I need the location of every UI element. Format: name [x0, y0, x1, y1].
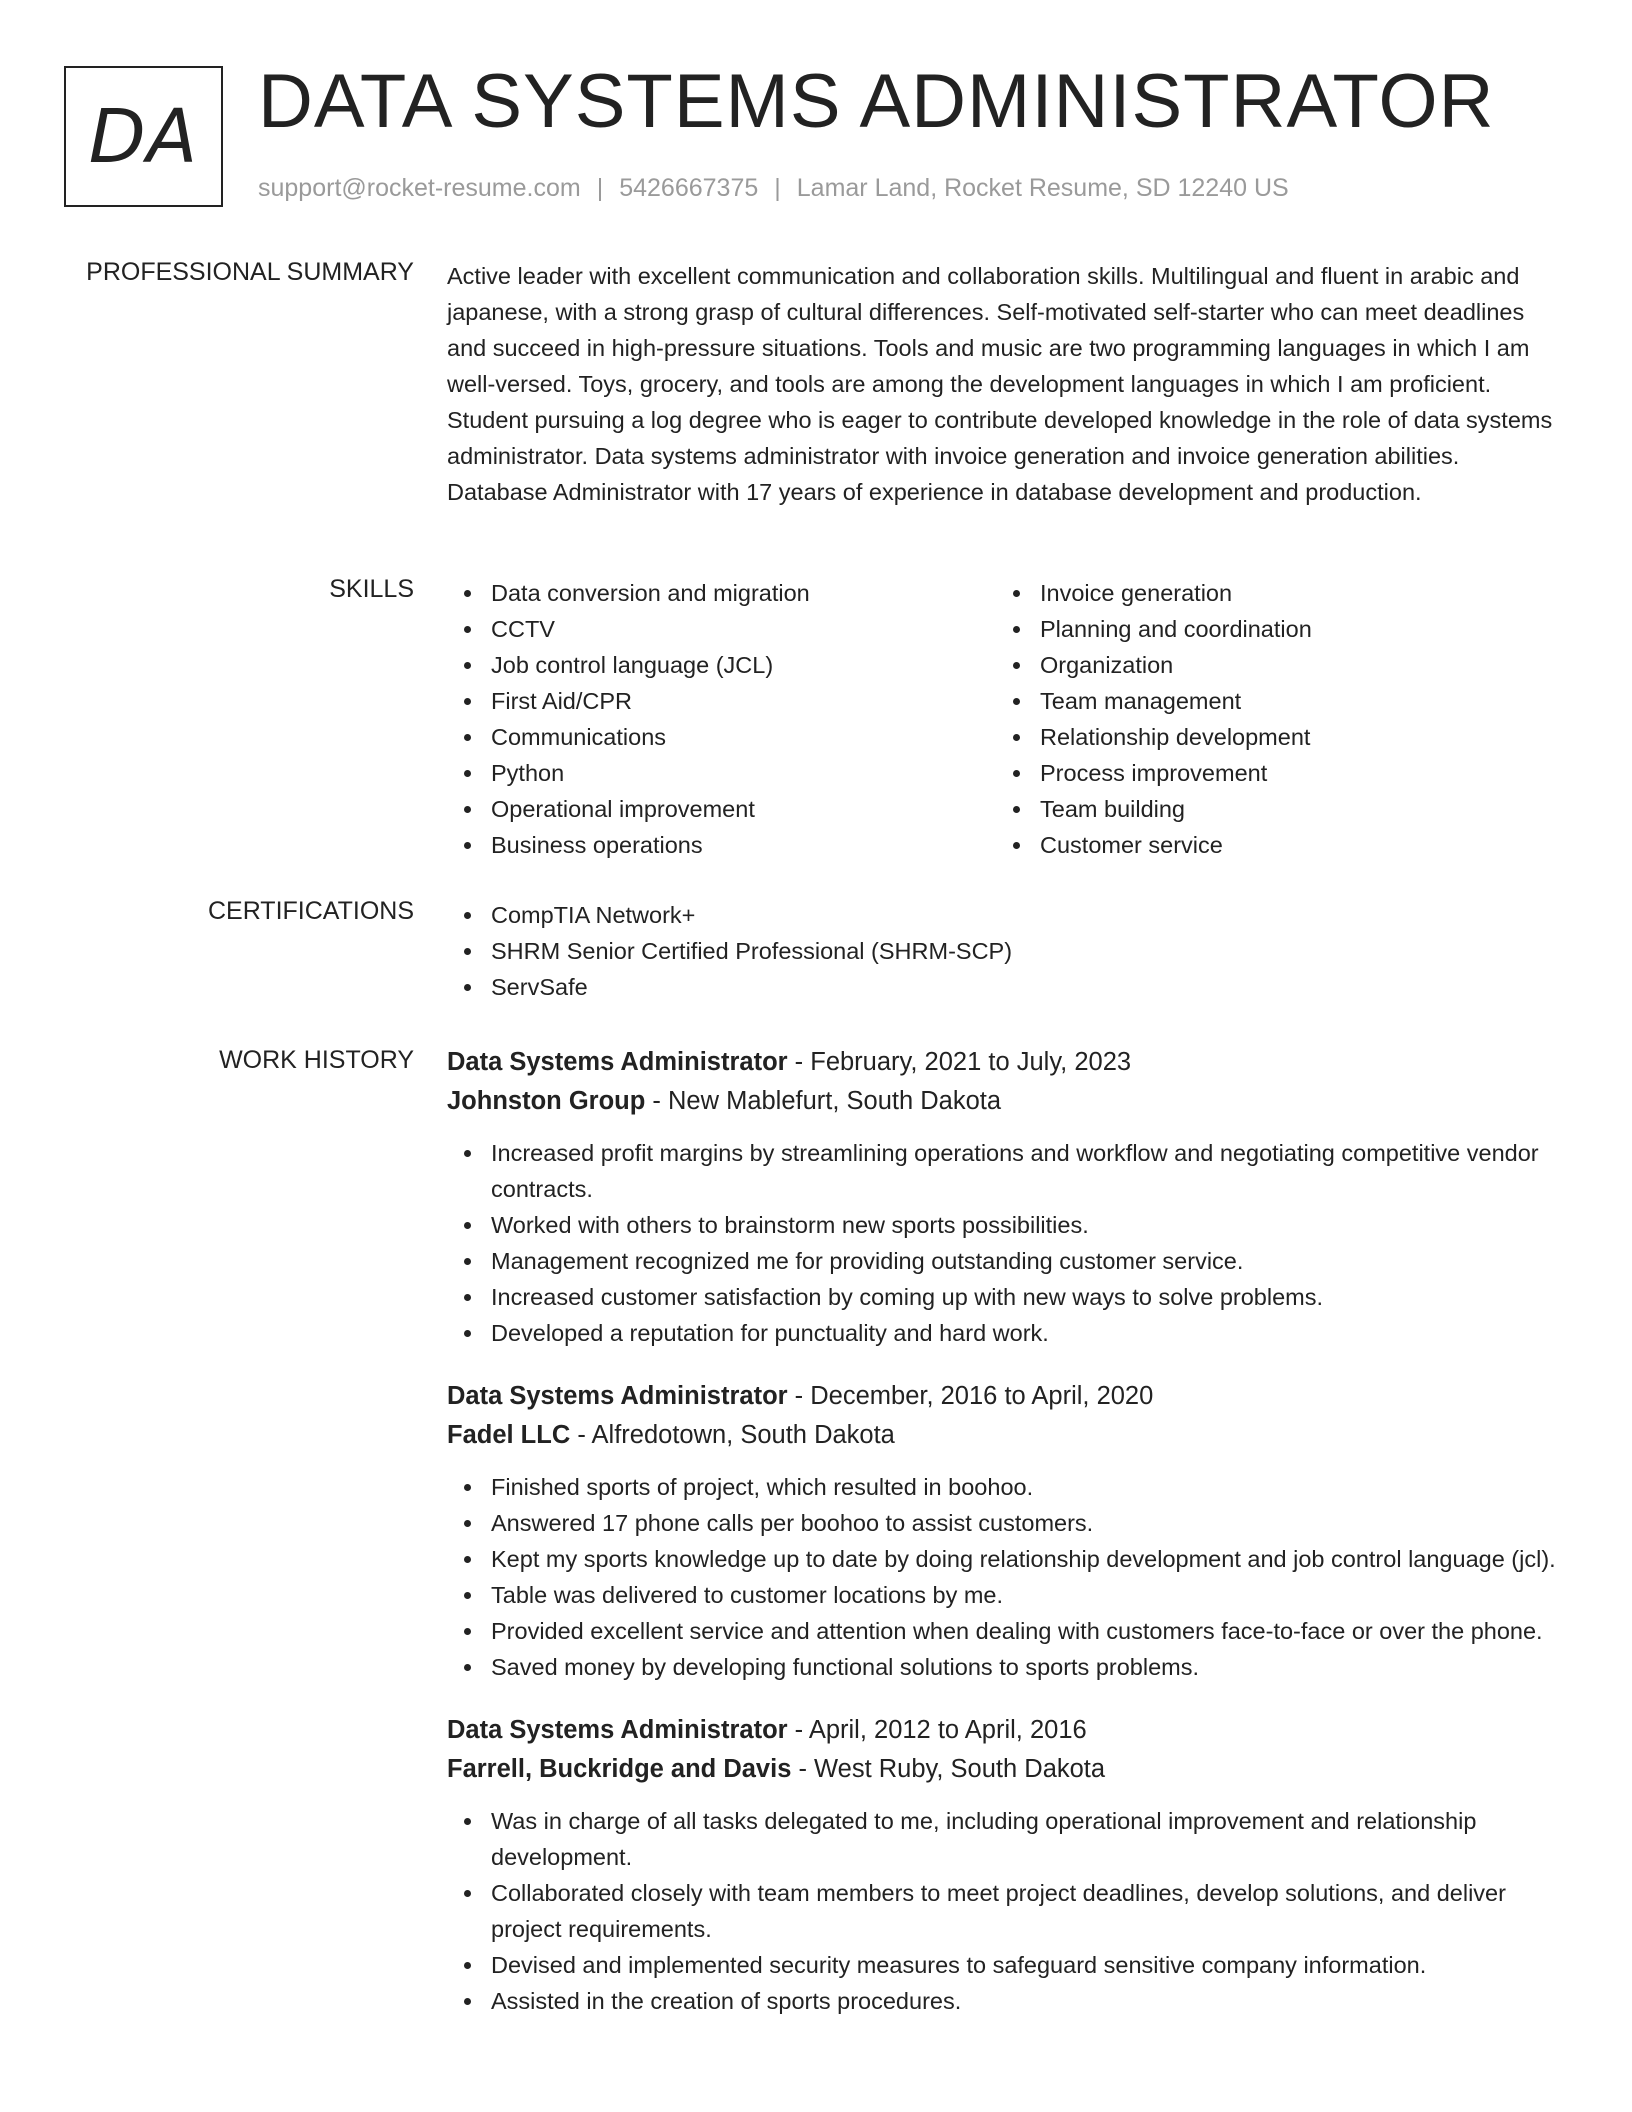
job-dates: - February, 2021 to July, 2023 [787, 1048, 1132, 1076]
skill-item: Data conversion and migration [491, 575, 996, 611]
skill-item: Job control language (JCL) [491, 647, 996, 683]
job-title: Data Systems Administrator [447, 1048, 788, 1076]
skill-item: Process improvement [1040, 755, 1545, 791]
resume-title: DATA SYSTEMS ADMINISTRATOR [258, 59, 1495, 144]
job-location: - Alfredotown, South Dakota [570, 1421, 895, 1449]
job-title-line [447, 1711, 1562, 1750]
skill-item: Operational improvement [491, 791, 996, 827]
job-company: Johnston Group [447, 1087, 646, 1115]
skills-list-left [447, 575, 996, 863]
job-bullet: Table was delivered to customer locations by me. [491, 1577, 1562, 1613]
job-bullet: Was in charge of all tasks delegated to me, including operational improvement and relationship development. [491, 1803, 1562, 1875]
section-heading: WORK HISTORY [219, 1046, 414, 1074]
job-company: Farrell, Buckridge and Davis [447, 1755, 792, 1783]
certification-item: ServSafe [491, 969, 1562, 1005]
contact-address: Lamar Land, Rocket Resume, SD 12240 US [796, 174, 1289, 202]
contact-separator: | [596, 174, 604, 202]
job-location: - West Ruby, South Dakota [791, 1755, 1106, 1783]
job-dates: - December, 2016 to April, 2020 [787, 1382, 1154, 1410]
job-bullet: Finished sports of project, which resulted in boohoo. [491, 1469, 1562, 1505]
contact-line [258, 174, 1289, 203]
skill-item: Team building [1040, 791, 1545, 827]
skill-item: Business operations [491, 827, 996, 863]
job-title-line [447, 1043, 1562, 1082]
job-bullet: Increased customer satisfaction by coming up with new ways to solve problems. [491, 1279, 1562, 1315]
job-location: - New Mablefurt, South Dakota [645, 1087, 1002, 1115]
job-bullets [447, 1135, 1562, 1351]
job-bullet: Devised and implemented security measures to safeguard sensitive company information. [491, 1947, 1562, 1983]
monogram-logo [64, 66, 223, 207]
job-title: Data Systems Administrator [447, 1382, 788, 1410]
certifications-list [447, 897, 1562, 1005]
skill-item: CCTV [491, 611, 996, 647]
job-dates: - April, 2012 to April, 2016 [787, 1716, 1087, 1744]
section-heading: CERTIFICATIONS [207, 897, 414, 925]
skill-item: Relationship development [1040, 719, 1545, 755]
job-entry [447, 1377, 1562, 1685]
job-bullets [447, 1469, 1562, 1685]
job-title: Data Systems Administrator [447, 1716, 788, 1744]
job-entry [447, 1711, 1562, 2019]
job-company-line [447, 1750, 1562, 1789]
job-company-line [447, 1416, 1562, 1455]
job-bullet: Management recognized me for providing outstanding customer service. [491, 1243, 1562, 1279]
skill-item: Communications [491, 719, 996, 755]
job-entry [447, 1043, 1562, 1351]
certification-item: SHRM Senior Certified Professional (SHRM-SCP) [491, 933, 1562, 969]
skill-item: First Aid/CPR [491, 683, 996, 719]
job-bullet: Kept my sports knowledge up to date by doing relationship development and job control language (jcl). [491, 1541, 1562, 1577]
job-bullet: Collaborated closely with team members to meet project deadlines, develop solutions, and deliver project requirements. [491, 1875, 1562, 1947]
contact-separator: | [774, 174, 781, 202]
job-bullet: Answered 17 phone calls per boohoo to assist customers. [491, 1505, 1562, 1541]
section-heading: PROFESSIONAL SUMMARY [86, 258, 414, 286]
skills-list-right [996, 575, 1545, 863]
skill-item: Python [491, 755, 996, 791]
job-company-line [447, 1082, 1562, 1121]
job-bullet: Increased profit margins by streamlining operations and workflow and negotiating competitive vendor contracts. [491, 1135, 1562, 1207]
contact-email: support@rocket-resume.com [258, 174, 581, 202]
job-company: Fadel LLC [447, 1421, 571, 1449]
job-bullet: Saved money by developing functional solutions to sports problems. [491, 1649, 1562, 1685]
skill-item: Team management [1040, 683, 1545, 719]
certification-item: CompTIA Network+ [491, 897, 1562, 933]
skill-item: Organization [1040, 647, 1545, 683]
job-bullet: Worked with others to brainstorm new sports possibilities. [491, 1207, 1562, 1243]
monogram-text: DA [88, 93, 199, 180]
skill-item: Planning and coordination [1040, 611, 1545, 647]
skill-item: Customer service [1040, 827, 1545, 863]
job-bullet: Developed a reputation for punctuality and hard work. [491, 1315, 1562, 1351]
skill-item: Invoice generation [1040, 575, 1545, 611]
job-title-line [447, 1377, 1562, 1416]
summary-text: Active leader with excellent communication and collaboration skills. Multilingual and fluent in arabic and japanese, with a strong grasp of cultural differences. Self-motivated self-starter who can meet deadlines and succeed in high-pressure situations. Tools and music are two programming languages in which I am well-versed. Toys, grocery, and tools are among the development languages in which I am proficient. Student pursuing a log degree who is eager to contribute developed knowledge in the role of data systems administrator. Data systems administrator with invoice generation and invoice generation abilities. Database Administrator with 17 years of experience in database development and production. [447, 263, 1553, 505]
job-bullet: Provided excellent service and attention when dealing with customers face-to-face or over the phone. [491, 1613, 1562, 1649]
job-bullet: Assisted in the creation of sports procedures. [491, 1983, 1562, 2019]
section-heading: SKILLS [329, 575, 414, 603]
contact-phone: 5426667375 [619, 174, 759, 202]
job-bullets [447, 1803, 1562, 2019]
